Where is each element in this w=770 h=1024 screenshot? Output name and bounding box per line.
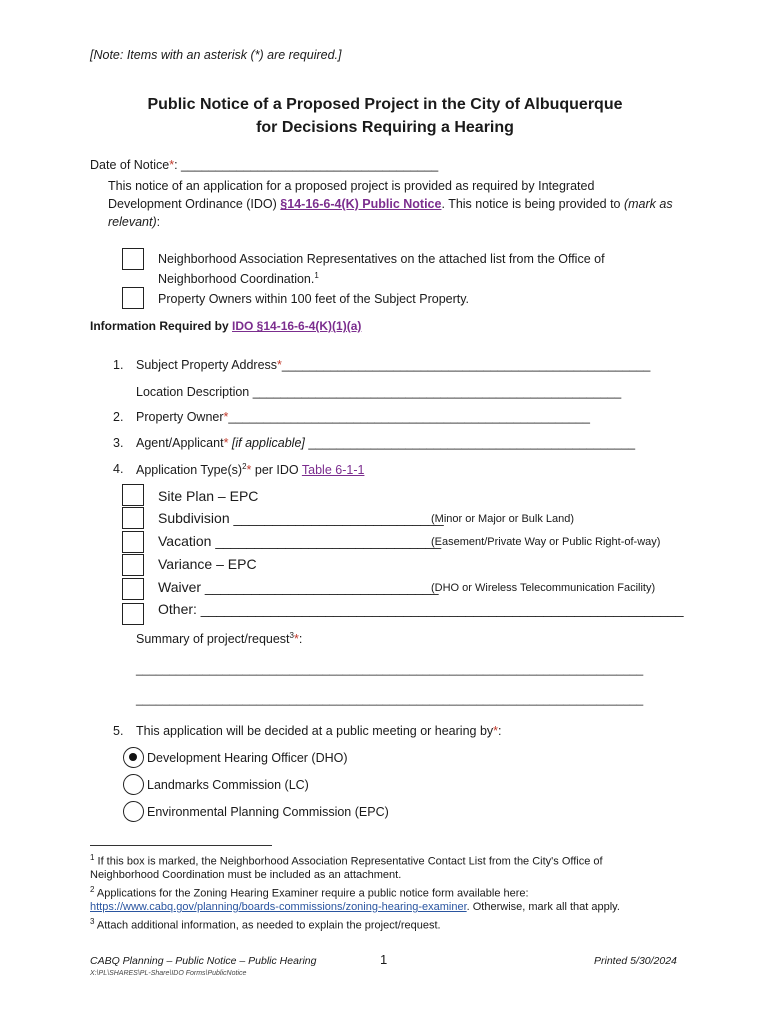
footnote-mark: 3 — [90, 917, 95, 926]
checkbox-po-label: Property Owners within 100 feet of the Subject Property. — [158, 292, 470, 306]
item-number: 5. — [113, 724, 124, 738]
radio-dho-label: Development Hearing Officer (DHO) — [147, 751, 348, 765]
required-asterisk: * — [493, 724, 499, 738]
property-owner-field[interactable] — [136, 410, 590, 424]
checkbox-na-label-2 — [158, 271, 319, 286]
item-number: 1. — [113, 358, 124, 372]
intro-line-3 — [108, 215, 160, 229]
intro-text: Development Ordinance (IDO) — [108, 197, 281, 211]
intro-text-b: . This notice is being provided to — [441, 197, 624, 211]
waiver-field[interactable]: Waiver ______________________________ — [158, 579, 439, 595]
relevant-text: relevant) — [108, 215, 157, 229]
apptype-per: per IDO — [251, 463, 302, 478]
date-blank[interactable]: : _____________________________________ — [174, 158, 439, 172]
location-description-field[interactable] — [136, 385, 621, 399]
checkbox-waiver[interactable] — [122, 578, 144, 600]
variance-label: Variance – EPC — [158, 556, 257, 572]
footnote-mark: 2 — [90, 885, 95, 894]
agent-if-applicable: [if applicable] — [228, 436, 309, 450]
page-number: 1 — [380, 952, 388, 967]
site-plan-label: Site Plan – EPC — [158, 488, 259, 504]
checkbox-na-label-1: Neighborhood Association Representatives on the attached list from the Office of — [158, 252, 605, 266]
ido-section-link[interactable]: IDO §14-16-6-4(K)(1)(a) — [232, 319, 362, 333]
footnote-ref-2: 2 — [242, 462, 247, 471]
footnote-ref-1: 1 — [314, 271, 319, 280]
footnote-text: Attach additional information, as needed to explain the project/request. — [94, 919, 441, 932]
summary-line-2[interactable]: ____________________________________________________________________________ — [136, 692, 644, 706]
other-field[interactable]: Other: ______________________________________________________________ — [158, 601, 684, 617]
checkbox-vacation[interactable] — [122, 531, 144, 553]
footnote-2-cont — [90, 901, 620, 913]
radio-epc-label: Environmental Planning Commission (EPC) — [147, 805, 389, 819]
subdivision-note: (Minor or Major or Bulk Land) — [431, 513, 575, 525]
required-asterisk: * — [223, 410, 229, 424]
page-title: Public Notice of a Proposed Project in the City of Albuquerque — [147, 96, 623, 113]
subject-address-field[interactable] — [136, 358, 650, 372]
footnote-ref-3: 3 — [289, 631, 294, 640]
subdivision-field[interactable]: Subdivision ___________________________ — [158, 510, 444, 526]
footnote-2 — [90, 885, 529, 900]
na-text: Neighborhood Coordination. — [158, 272, 315, 287]
required-asterisk: * — [169, 158, 175, 172]
checkbox-variance[interactable] — [122, 554, 144, 576]
checkbox-site-plan[interactable] — [122, 484, 144, 506]
intro-text-c: (mark as — [623, 197, 673, 211]
vacation-field[interactable]: Vacation _____________________________ — [158, 533, 442, 549]
colon: : — [156, 215, 161, 229]
summary-label — [136, 631, 302, 646]
decided-text: This application will be decided at a public meeting or hearing by — [136, 724, 494, 738]
intro-line-1: This notice of an application for a proposed project is provided as required by Integrated — [108, 179, 595, 193]
waiver-note: (DHO or Wireless Telecommunication Facility) — [431, 582, 656, 594]
date-label: Date of Notice — [90, 158, 170, 172]
radio-dho[interactable] — [123, 747, 144, 768]
footnote-text: If this box is marked, the Neighborhood Association Representative Contact List from the City's Office of — [94, 855, 603, 868]
page-subtitle: for Decisions Requiring a Hearing — [256, 119, 514, 136]
radio-lc[interactable] — [123, 774, 144, 795]
summary-text: Summary of project/request — [136, 632, 290, 647]
ido-public-notice-link[interactable]: §14-16-6-4(K) Public Notice — [280, 197, 442, 211]
info-text: Information Required by — [90, 319, 233, 333]
owner-label: Property Owner — [136, 410, 224, 424]
application-type-label — [136, 462, 364, 477]
date-of-notice-field[interactable] — [90, 158, 438, 172]
colon: : — [298, 632, 303, 647]
info-required-heading — [90, 319, 361, 333]
subject-label: Subject Property Address — [136, 358, 278, 372]
footnote-separator — [90, 845, 272, 846]
footer-left: CABQ Planning – Public Notice – Public Hearing — [90, 955, 317, 967]
intro-line-2 — [108, 197, 673, 211]
footnote-mark: 1 — [90, 853, 95, 862]
decided-by-label — [136, 724, 502, 738]
location-label: Location Description — [136, 385, 253, 399]
footnote-text: Applications for the Zoning Hearing Examiner require a public notice form available here: — [94, 887, 529, 900]
table-link[interactable]: Table 6-1-1 — [301, 463, 365, 478]
checkbox-other[interactable] — [122, 603, 144, 625]
colon: : — [498, 724, 502, 738]
location-blank[interactable]: _____________________________________________________ — [252, 385, 622, 399]
required-asterisk: * — [277, 358, 282, 372]
radio-epc[interactable] — [123, 801, 144, 822]
checkbox-neighborhood-association[interactable] — [122, 248, 144, 270]
item-number: 2. — [113, 410, 124, 424]
summary-line-1[interactable]: ____________________________________________________________________________ — [136, 662, 644, 676]
agent-label: Agent/Applicant — [136, 436, 224, 450]
agent-applicant-field[interactable] — [136, 436, 635, 450]
checkbox-subdivision[interactable] — [122, 507, 144, 529]
required-asterisk: * — [223, 436, 229, 450]
checkbox-property-owners[interactable] — [122, 287, 144, 309]
required-asterisk: * — [294, 632, 299, 647]
file-path: X:\PL\SHARES\PL-Share\IDO Forms\PublicNotice — [90, 970, 247, 977]
footnote-3 — [90, 917, 441, 932]
printed-date: Printed 5/30/2024 — [594, 955, 677, 967]
item-number: 3. — [113, 436, 124, 450]
footnote-1-cont: Neighborhood Coordination must be included as an attachment. — [90, 869, 402, 881]
required-asterisk: * — [246, 463, 252, 478]
subject-blank[interactable]: _____________________________________________________ — [281, 358, 651, 372]
item-number: 4. — [113, 462, 124, 476]
footnote-text: . Otherwise, mark all that apply. — [466, 901, 620, 913]
zoning-hearing-examiner-link[interactable]: https://www.cabq.gov/planning/boards-commissions/zoning-hearing-examiner — [90, 901, 467, 913]
vacation-note: (Easement/Private Way or Public Right-of-way) — [431, 536, 661, 548]
apptype-text: Application Type(s) — [136, 463, 243, 478]
footnote-1 — [90, 853, 603, 868]
owner-blank[interactable]: ____________________________________________________ — [228, 410, 590, 424]
agent-blank[interactable]: _______________________________________________ — [308, 436, 636, 450]
required-note: [Note: Items with an asterisk (*) are required.] — [90, 48, 342, 62]
radio-lc-label: Landmarks Commission (LC) — [147, 778, 309, 792]
